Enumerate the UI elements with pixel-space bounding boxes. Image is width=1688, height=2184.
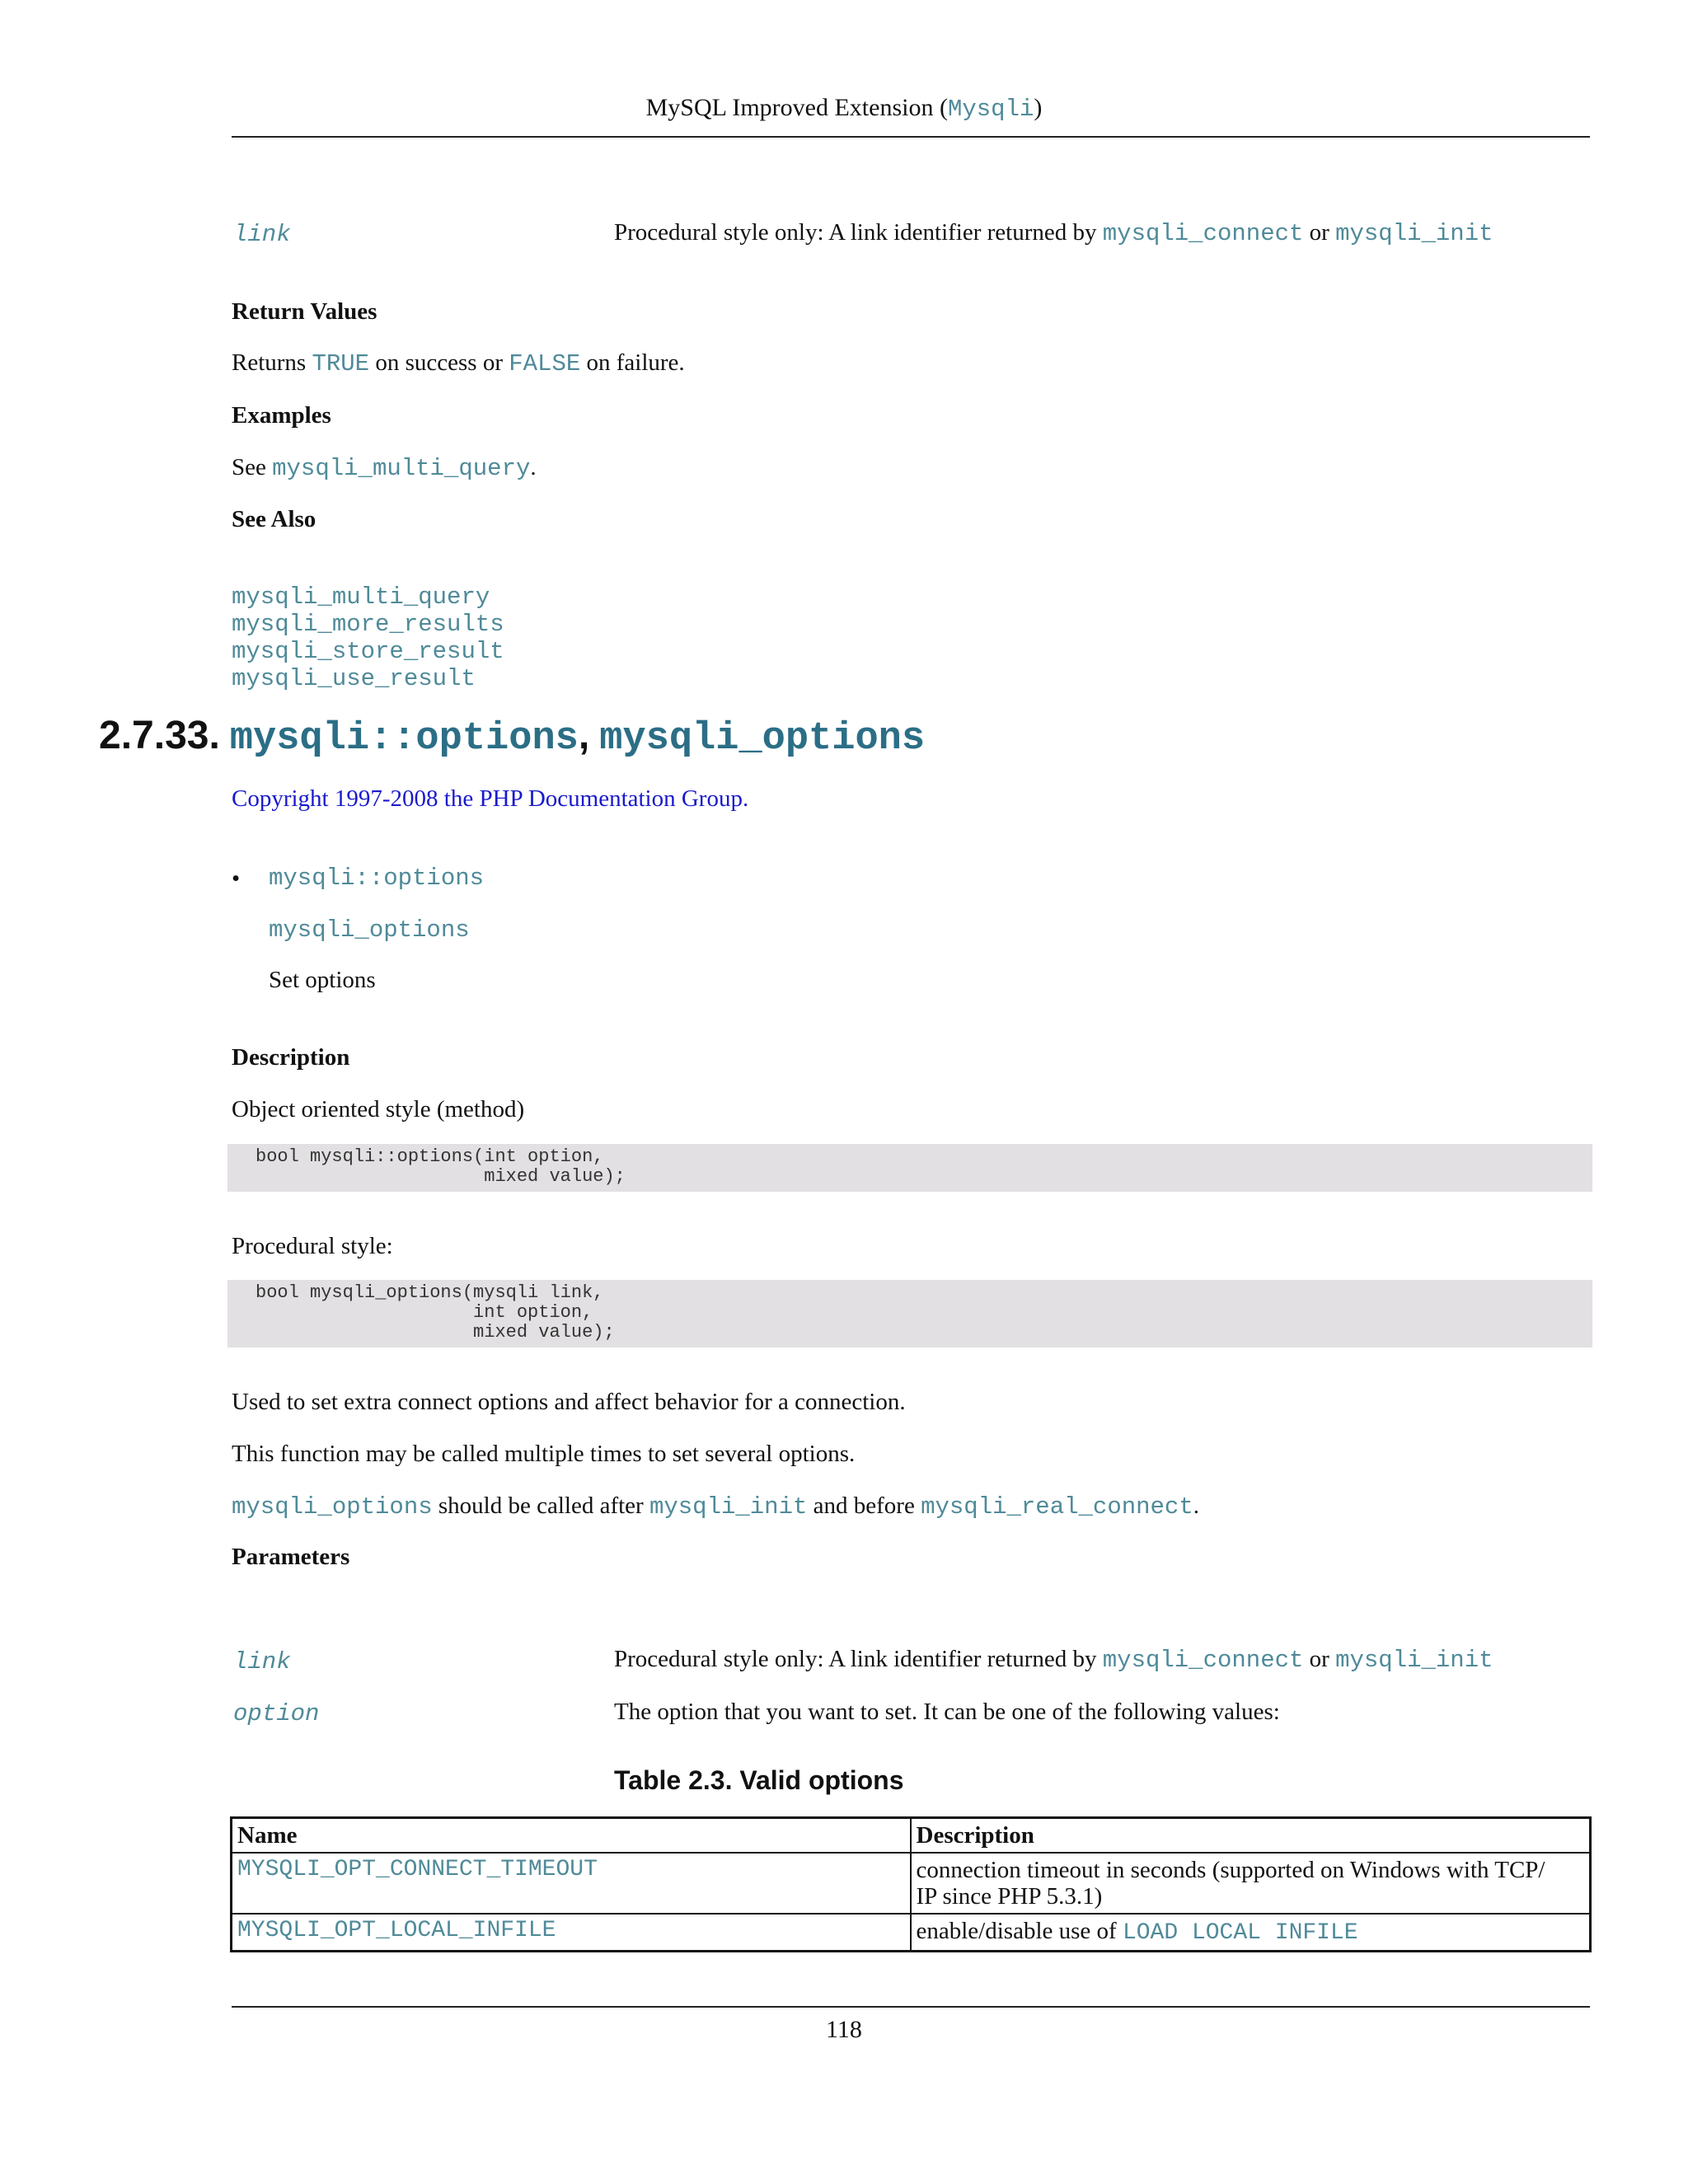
header-code: Mysqli: [947, 96, 1034, 123]
page-number: 118: [826, 2016, 862, 2043]
return-values-text: Returns TRUE on success or FALSE on failure.: [232, 349, 685, 377]
code-line: mixed value);: [256, 1166, 626, 1187]
param-name-link: link: [233, 1648, 291, 1675]
ref-mysqli-init[interactable]: mysqli_init: [1335, 1647, 1493, 1674]
examples-heading: Examples: [232, 402, 331, 429]
option-desc: enable/disable use of LOAD LOCAL INFILE: [911, 1914, 1591, 1952]
examples-text: See mysqli_multi_query.: [232, 454, 537, 482]
parameters-heading: Parameters: [232, 1544, 350, 1570]
ref-mysqli-connect[interactable]: mysqli_connect: [1102, 220, 1304, 247]
desc-para-2: This function may be called multiple times to set several options.: [232, 1441, 856, 1467]
code-line: bool mysqli_options(mysqli link,: [256, 1282, 604, 1303]
see-also-list: [232, 583, 504, 692]
table-row: [232, 1853, 1591, 1914]
valid-options-table: [230, 1816, 1592, 1952]
param-desc-link-top: Procedural style only: A link identifier returned by mysqli_connect or mysqli_init: [614, 219, 1493, 247]
code-line: bool mysqli::options(int option,: [256, 1146, 604, 1167]
refname-proc: mysqli_options: [269, 916, 470, 944]
table-header-row: [232, 1818, 1591, 1854]
param-name-option: option: [233, 1700, 320, 1727]
oo-code-block: [227, 1144, 1592, 1192]
ref-mysqli-connect[interactable]: mysqli_connect: [1102, 1647, 1304, 1674]
param-desc-link: Procedural style only: A link identifier returned by mysqli_connect or mysqli_init: [614, 1646, 1493, 1674]
desc-para-3: mysqli_options should be called after mysqli_init and before mysqli_real_connect.: [232, 1493, 1199, 1521]
running-header: MySQL Improved Extension (Mysqli): [645, 94, 1043, 123]
code-line: int option,: [256, 1302, 593, 1323]
copyright-link[interactable]: Copyright 1997-2008 the PHP Documentation Group.: [232, 785, 749, 812]
see-also-item[interactable]: mysqli_store_result: [232, 638, 504, 665]
header-rule: [232, 136, 1590, 138]
refpurpose: Set options: [269, 967, 376, 993]
ref-mysqli-init[interactable]: mysqli_init: [649, 1493, 808, 1521]
see-also-heading: See Also: [232, 506, 316, 532]
code-line: mixed value);: [256, 1322, 615, 1343]
footer-rule: [232, 2006, 1590, 2008]
table-caption: Table 2.3. Valid options: [614, 1765, 904, 1795]
ref-mysqli-multi-query[interactable]: mysqli_multi_query: [272, 455, 531, 482]
refname-oo: mysqli::options: [269, 865, 485, 892]
false-constant: FALSE: [509, 350, 581, 377]
option-name: MYSQLI_OPT_CONNECT_TIMEOUT: [232, 1853, 911, 1914]
param-desc-option: The option that you want to set. It can be one of the following values:: [614, 1699, 1280, 1725]
bullet: •: [232, 865, 241, 892]
description-heading: Description: [232, 1044, 350, 1071]
option-name: MYSQLI_OPT_LOCAL_INFILE: [232, 1914, 911, 1952]
table-header-description: Description: [911, 1818, 1591, 1854]
option-desc: connection timeout in seconds (supported on Windows with TCP/ IP since PHP 5.3.1): [911, 1853, 1591, 1914]
oo-style-label: Object oriented style (method): [232, 1096, 525, 1122]
ref-mysqli-init[interactable]: mysqli_init: [1335, 220, 1493, 247]
true-constant: TRUE: [312, 350, 370, 377]
see-also-item[interactable]: mysqli_use_result: [232, 665, 476, 692]
table-row: [232, 1914, 1591, 1952]
desc-para-1: Used to set extra connect options and affect behavior for a connection.: [232, 1389, 906, 1415]
table-header-name: Name: [232, 1818, 911, 1854]
param-name-link-top: link: [233, 221, 291, 248]
section-fn-proc: mysqli_options: [599, 717, 926, 761]
ref-mysqli-real-connect[interactable]: mysqli_real_connect: [921, 1493, 1193, 1521]
section-number: 2.7.33.: [99, 714, 220, 757]
proc-style-label: Procedural style:: [232, 1233, 393, 1259]
option-desc-code: LOAD LOCAL INFILE: [1122, 1920, 1358, 1946]
section-title: 2.7.33. mysqli::options, mysqli_options: [99, 714, 926, 761]
see-also-item[interactable]: mysqli_multi_query: [232, 583, 490, 611]
see-also-item[interactable]: mysqli_more_results: [232, 611, 504, 638]
section-fn-oo: mysqli::options: [229, 717, 579, 761]
ref-mysqli-options[interactable]: mysqli_options: [232, 1493, 433, 1521]
return-values-heading: Return Values: [232, 298, 377, 325]
proc-code-block: [227, 1280, 1592, 1347]
